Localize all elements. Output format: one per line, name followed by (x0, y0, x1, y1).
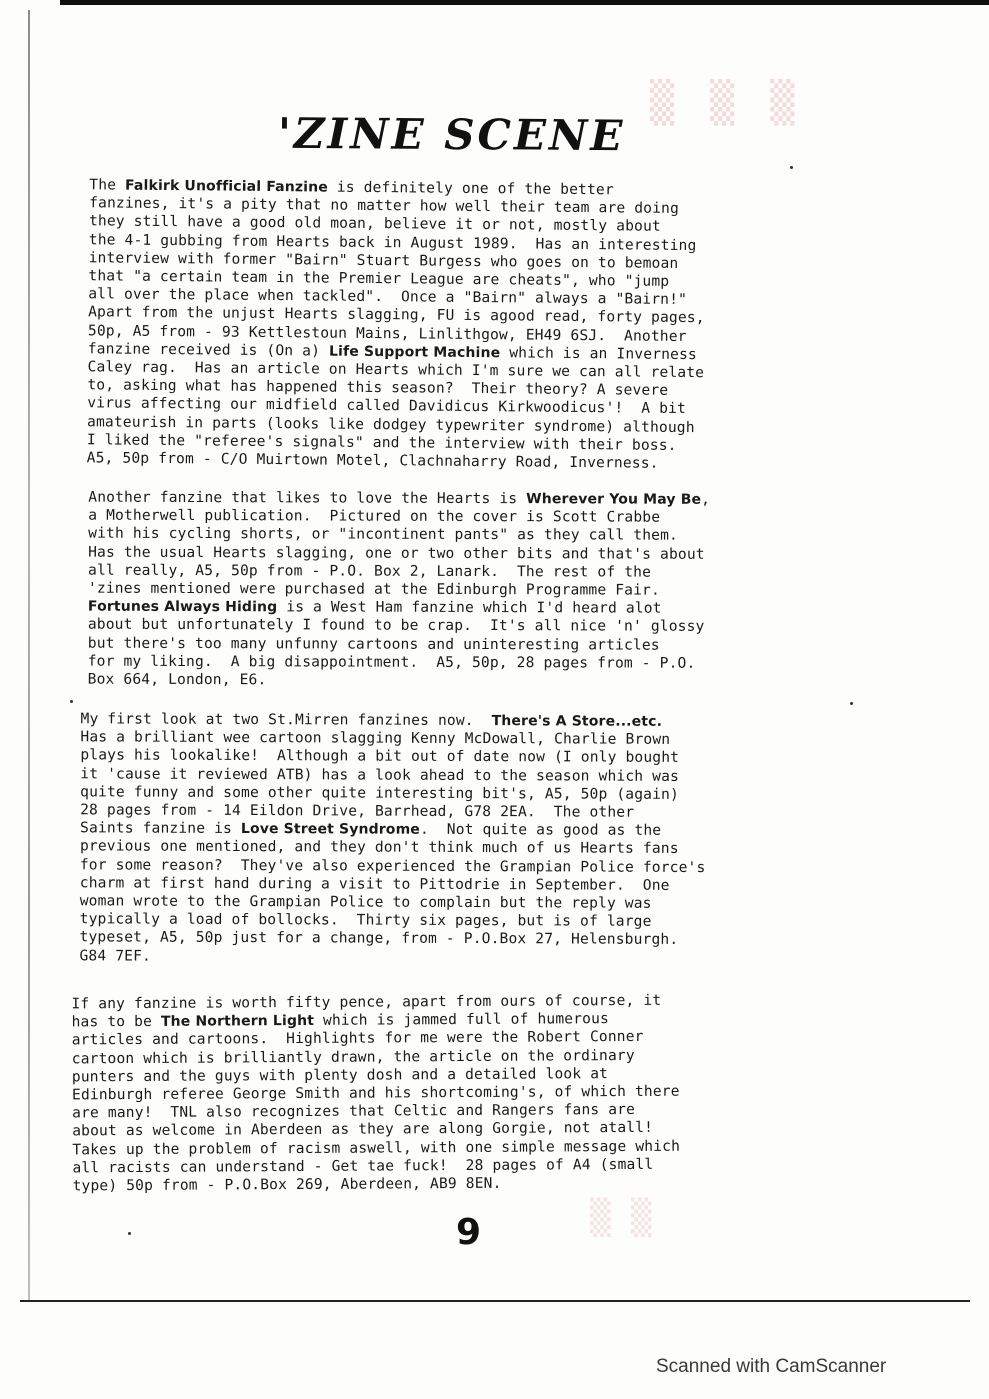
text-line: woman wrote to the Grampian Police to complain but the reply was (79, 892, 652, 912)
text-line: The Falkirk Unofficial Fanzine is definitely one of the better (89, 176, 614, 199)
text-line: for some reason? They've also experienced the Grampian Police force's (79, 855, 706, 876)
text-line: typically a load of bollocks. Thirty six pages, but is of large (79, 910, 652, 931)
text-line: Box 664, London, E6. (87, 670, 267, 689)
text-line: I liked the "referee's signals" and the interview with their boss. (86, 431, 677, 454)
text-line: type) 50p from - P.O.Box 269, Aberdeen, AB9 8EN. (72, 1174, 502, 1195)
text-line: fanzine received is (On a) Life Support Machine which is an Inverness (87, 340, 697, 363)
text-line: 'zines mentioned were purchased at the Edinburgh Programme Fair. (87, 579, 660, 599)
text-line: plays his lookalike! Although a bit out of date now (I only bought (80, 746, 680, 767)
text-line: that "a certain team in the Premier League are cheats", who "jump (88, 267, 670, 290)
text-line: cartoon which is brilliantly drawn, the article on the ordinary (71, 1046, 635, 1067)
text-line: 50p, A5 from - 93 Kettlestoun Mains, Linlithgow, EH49 6SJ. Another (87, 321, 687, 345)
text-line: but there's too many unfunny cartoons and uninteresting articles (87, 634, 660, 654)
text-line: for my liking. A big disappointment. A5, 50p, 28 pages from - P.O. (87, 652, 696, 672)
bottom-page-edge (20, 1300, 970, 1302)
text-line: Fortunes Always Hiding is a West Ham fanzine which I'd heard alot (87, 598, 662, 617)
text-line: charm at first hand during a visit to Pittodrie in September. One (79, 874, 670, 894)
text-line: Another fanzine that likes to love the Hearts is Wherever You May Be, (88, 488, 711, 508)
text-line: a Motherwell publication. Pictured on the cover is Scott Crabbe (88, 506, 661, 526)
fanzine-title: The Northern Light (160, 1013, 315, 1031)
text-line: quite funny and some other quite interesting bit's, A5, 50p (again) (80, 783, 679, 803)
page-number: 9 (456, 1212, 482, 1253)
fanzine-title: Fortunes Always Hiding (87, 598, 278, 616)
text-line: all racists can understand - Get tae fuck! 28 pages of A4 (small (72, 1155, 654, 1177)
scanner-watermark: Scanned with CamScanner (656, 1356, 887, 1377)
text-line: Caley rag. Has an article on Hearts which I'm sure we can all relate (87, 358, 705, 382)
review-paragraph (88, 489, 869, 692)
text-line: Saints fanzine is Love Street Syndrome. Not quite as good as the (80, 819, 662, 840)
fanzine-title: There's A Store...etc. (491, 713, 663, 730)
text-line: interview with former "Bairn" Stuart Burgess who goes on to bemoan (88, 249, 679, 272)
text-line: has to be The Northern Light which is jammed full of humerous (71, 1010, 610, 1031)
bleed-through-text: ▒ ▒ ▒ (650, 80, 801, 126)
text-line: If any fanzine is worth fifty pence, apart from ours of course, it (71, 991, 662, 1013)
text-line: to, asking what has happened this season? Their theory? A severe (87, 376, 669, 400)
text-line: are many! TNL also recognizes that Celtic and Rangers fans are (72, 1101, 636, 1122)
text-line: they still have a good old moan, believe it or not, mostly about (88, 212, 661, 236)
text-line: Apart from the unjust Hearts slagging, FU is agood read, forty pages, (88, 303, 705, 327)
review-paragraph (71, 991, 852, 1196)
bleed-through-numeral: ▒ ▒ (590, 1198, 652, 1238)
text-line: Has the usual Hearts slagging, one or two other bits and that's about (88, 543, 705, 563)
left-page-edge (28, 10, 30, 1300)
text-line: with his cycling shorts, or "incontinent pants" as they call them. (88, 525, 679, 545)
text-line: all really, A5, 50p from - P.O. Box 2, Lanark. The rest of the (88, 561, 652, 581)
text-line: G84 7EF. (79, 946, 152, 965)
scan-speck (790, 166, 793, 169)
scan-speck (70, 700, 73, 703)
text-line: about but unfortunately I found to be crap. It's all nice 'n' glossy (87, 616, 705, 636)
text-line: Has a brilliant wee cartoon slagging Kenny McDowall, Charlie Brown (80, 728, 671, 749)
fanzine-title: Wherever You May Be (526, 491, 702, 508)
review-paragraph (87, 176, 870, 475)
text-line: about as welcome in Aberdeen as they are along Gorgie, not atall! (72, 1119, 654, 1140)
text-line: punters and the guys with plenty dosh and a detailed look at (71, 1064, 609, 1086)
page-title: 'ZINE SCENE (277, 108, 626, 161)
scan-speck (850, 702, 853, 705)
text-line: previous one mentioned, and they don't think much of us Hearts fans (79, 837, 679, 858)
text-line: A5, 50p from - C/O Muirtown Motel, Clachnaharry Road, Inverness. (86, 449, 659, 472)
review-paragraph (79, 710, 860, 968)
text-line: the 4-1 gubbing from Hearts back in August 1989. Has an interesting (88, 230, 697, 254)
top-edge-rule (60, 0, 989, 5)
text-line: Edinburgh referee George Smith and his shortcoming's, of which there (71, 1082, 680, 1104)
text-line: articles and cartoons. Highlights for me were the Robert Conner (71, 1028, 644, 1049)
text-line: 28 pages from - 14 Eildon Drive, Barrhead, G78 2EA. The other (80, 801, 635, 821)
fanzine-title: Love Street Syndrome (240, 821, 421, 839)
text-line: virus affecting our midfield called Davidicus Kirkwoodicus'! A bit (87, 394, 687, 418)
text-line: typeset, A5, 50p just for a change, from - P.O.Box 27, Helensburgh. (79, 928, 679, 949)
scan-speck (128, 1232, 131, 1235)
fanzine-title: Falkirk Unofficial Fanzine (125, 177, 328, 196)
text-line: all over the place when tackled". Once a "Bairn" always a "Bairn!" (88, 285, 688, 309)
fanzine-title: Life Support Machine (328, 343, 501, 362)
text-line: amateurish in parts (looks like dodgey typewriter syndrome) although (86, 412, 695, 436)
text-line: My first look at two St.Mirren fanzines now. There's A Store...etc. (80, 710, 663, 730)
text-line: Takes up the problem of racism aswell, with one simple message which (72, 1137, 681, 1159)
text-line: fanzines, it's a pity that no matter how well their team are doing (89, 194, 680, 218)
text-line: it 'cause it reviewed ATB) has a look ahead to the season which was (80, 764, 680, 785)
